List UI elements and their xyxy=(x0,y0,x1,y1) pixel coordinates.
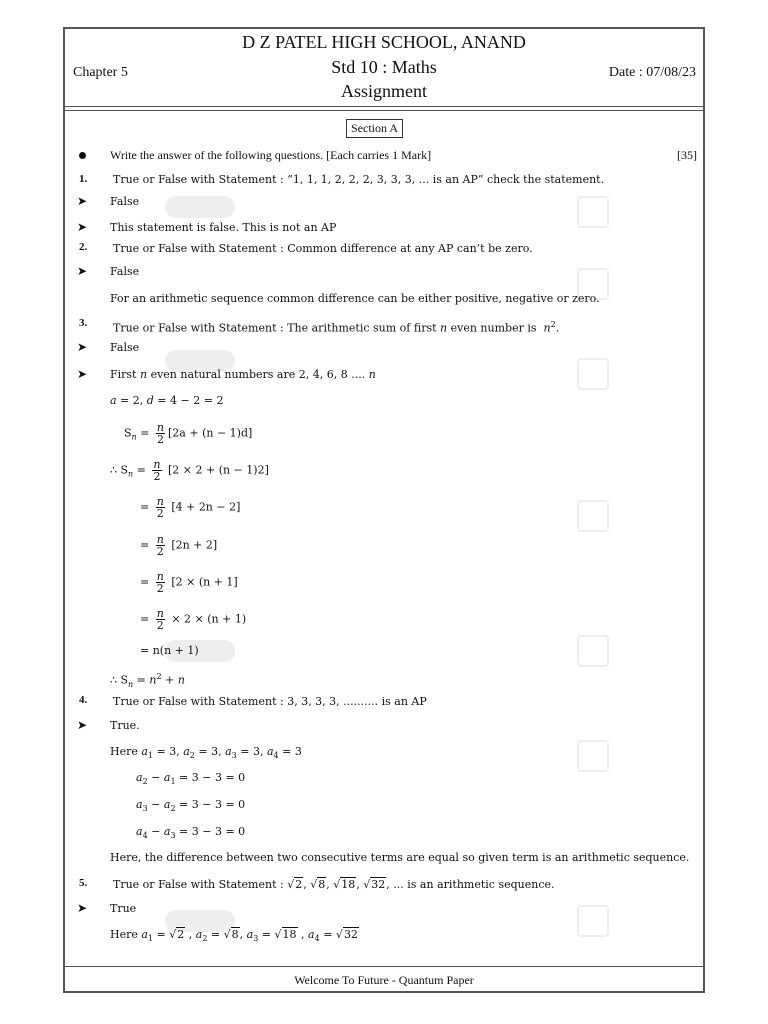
explanation-part: even natural numbers are 2, 4, 6, 8 .... xyxy=(150,368,366,381)
math-step: [2n + 2] xyxy=(171,538,218,552)
math-step: [2 × (n + 1] xyxy=(171,575,238,589)
here-label: Here xyxy=(110,928,138,941)
math-line: $S_n$ = $\frac{n}{2}$ [2a + (n − 1)d] xyxy=(124,421,253,446)
question-number: 3. xyxy=(79,317,88,329)
total-marks: [35] xyxy=(677,148,697,162)
answer-arrow-icon: ➤ xyxy=(77,718,88,732)
question-text: True or False with Statement : “1, 1, 1, 2, 2, 2, 3, 3, 3, ... is an AP” check the statement. xyxy=(113,173,605,186)
chapter-label: Chapter 5 xyxy=(73,65,128,80)
question-text-part: ... is an arithmetic sequence. xyxy=(393,878,555,891)
bullet-icon xyxy=(79,152,86,159)
explanation-text: For an arithmetic sequence common difference can be either positive, negative or zero. xyxy=(110,292,600,305)
math-step: = 3 − 3 = 0 xyxy=(179,798,246,811)
question-number: 4. xyxy=(79,694,88,706)
explanation-text: Here, the difference between two consecutive terms are equal so given term is an arithmetic sequence. xyxy=(110,851,690,864)
answer-text: False xyxy=(110,341,140,354)
math-line: = $\frac{n}{2}$ [2n + 2] xyxy=(140,533,218,558)
math-line: Here $a_1 = 3$, $a_2 = 3$, $a_3 = 3$, $a_4 = 3$ xyxy=(110,745,302,761)
math-line: Here $a_1 = √2$ , $a_2 = √8$, $a_3 = √18$ , $a_4 = √32$ xyxy=(110,928,358,944)
math-step: [2a + (n − 1)d] xyxy=(168,426,253,440)
answer-arrow-icon: ➤ xyxy=(77,264,88,278)
answer-text: False xyxy=(110,265,140,278)
math-line: = $\frac{n}{2}$ [2 × (n + 1] xyxy=(140,570,238,595)
answer-text: True xyxy=(110,902,137,915)
explanation-part: First xyxy=(110,368,137,381)
instruction-text: Write the answer of the following questions. [Each carries 1 Mark] xyxy=(110,148,432,162)
math-line: = $\frac{n}{2}$ × 2 × (n + 1) xyxy=(140,607,247,632)
question-text: True or False with Statement : Common difference at any AP can’t be zero. xyxy=(113,242,533,255)
section-label: Section A xyxy=(346,119,403,138)
answer-text: False xyxy=(110,195,140,208)
math-step: [2 × 2 + (n − 1)2] xyxy=(168,463,269,477)
header-rule xyxy=(63,106,705,107)
footer-rule xyxy=(63,966,705,967)
answer-arrow-icon: ➤ xyxy=(77,340,88,354)
answer-arrow-icon: ➤ xyxy=(77,194,88,208)
standard-subject: Std 10 : Maths xyxy=(331,57,437,77)
math-line: $a_2 - a_1 = 3 - 3 = 0$ xyxy=(136,771,246,787)
answer-arrow-icon: ➤ xyxy=(77,901,88,915)
math-line: = n(n + 1) xyxy=(140,644,199,657)
math-line: $a_3 - a_2 = 3 - 3 = 0$ xyxy=(136,798,246,814)
question-text-part: True or False with Statement : The arithmetic sum of first xyxy=(113,321,437,335)
answer-text: True. xyxy=(110,719,140,732)
math-line: = $\frac{n}{2}$ [4 + 2n − 2] xyxy=(140,495,241,520)
page-title: Assignment xyxy=(340,81,427,101)
here-label: Here xyxy=(110,745,138,758)
math-expression: n xyxy=(543,321,551,335)
question-text-part: even number is xyxy=(450,321,537,335)
question-number: 5. xyxy=(79,877,88,889)
math-line: ∴ $S_n = n^2 + n$ xyxy=(110,672,185,689)
math-variable: n xyxy=(440,321,448,335)
date-label: Date : 07/08/23 xyxy=(608,65,696,80)
question-text: True or False with Statement : √2, √8, √18, √32, ... is an arithmetic sequence. xyxy=(113,878,555,891)
answer-arrow-icon: ➤ xyxy=(77,367,88,381)
header-rule xyxy=(63,110,705,111)
explanation-text: First n even natural numbers are 2, 4, 6, 8 .... n xyxy=(110,368,376,381)
math-line: $a_4 - a_3 = 3 - 3 = 0$ xyxy=(136,825,246,841)
math-step: = 3 − 3 = 0 xyxy=(179,771,246,784)
question-text: True or False with Statement : 3, 3, 3, 3, .......... is an AP xyxy=(113,695,427,708)
footer-text: Welcome To Future - Quantum Paper xyxy=(294,973,474,987)
explanation-text: This statement is false. This is not an AP xyxy=(110,221,337,234)
math-step: [4 + 2n − 2] xyxy=(171,500,241,514)
question-text: True or False with Statement : The arithmetic sum of first n even number is $n^2$. xyxy=(113,320,560,335)
question-number: 1. xyxy=(79,173,88,185)
math-step: = 3 − 3 = 0 xyxy=(179,825,246,838)
math-line: a = 2, d = 4 − 2 = 2 xyxy=(110,394,224,407)
math-line: ∴ $S_n$ = $\frac{n}{2}$ [2 × 2 + (n − 1)2] xyxy=(110,458,269,483)
answer-arrow-icon: ➤ xyxy=(77,220,88,234)
math-step: × 2 × (n + 1) xyxy=(171,612,247,626)
school-name: D Z PATEL HIGH SCHOOL, ANAND xyxy=(242,32,526,52)
question-text-part: True or False with Statement : xyxy=(113,878,284,891)
question-number: 2. xyxy=(79,241,88,253)
